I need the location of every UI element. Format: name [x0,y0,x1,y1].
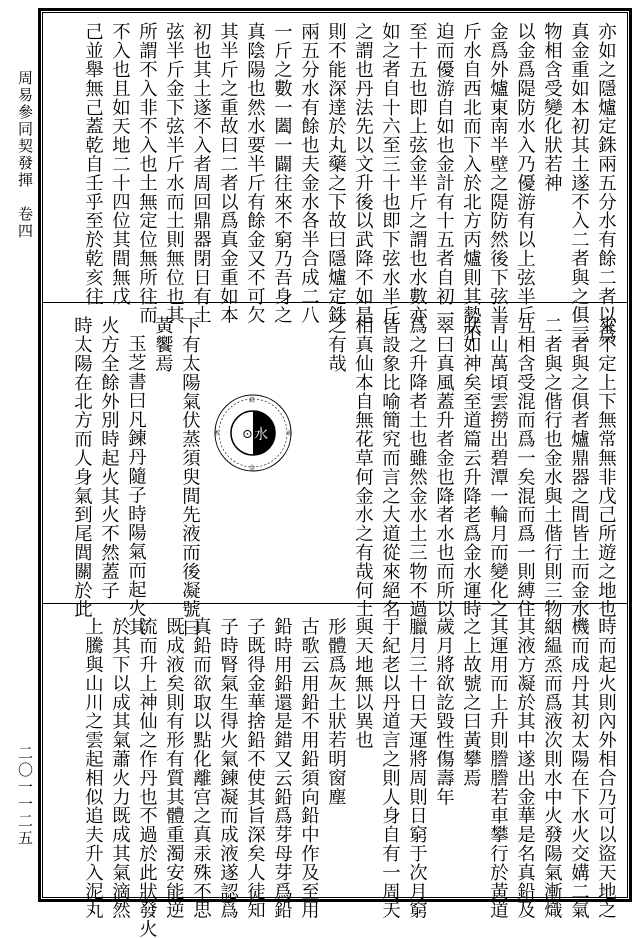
text-column: 迫而優游自如也金計有十五者自初一 [433,22,455,325]
text-column: 機而成丹其初太陽在下水火交媾二氣 [568,617,590,920]
text-column: 之上故號之曰黃攀焉 [460,617,482,788]
text-column: 子時腎氣生得火氣鍊凝而成液遂認爲 [217,617,239,920]
text-column: 時太陽在北方而人身氣到尾閭關於此 [71,316,93,619]
text-column: 至十五也即上弦金半斤之謂也水數亦 [406,22,428,325]
text-column: 其液方凝於其中遂出金華是名真鉛及 [514,617,536,920]
emblem-ring-label: 金 [249,465,256,472]
text-column: 如之者自十六至三十也即下弦水半斤 [379,22,401,325]
text-column: 形體爲灰土狀若明窗塵 [325,617,347,806]
text-column: 流而升上神仙之作丹也不過於此狀發火 [136,617,158,938]
text-column: 一斤之數一闔一闢往來不窮乃吾身之 [271,22,293,325]
text-column: 青山萬頃雲撈出碧潭一輪月而變化之 [487,316,509,619]
text-column: 二者與之俱者爐鼎器之間皆土而金水 [568,316,590,619]
text-column: 之謂也丹法先以文升後以武降不如是 [352,22,374,325]
emblem-left-glyph: ⊙ [242,427,253,442]
text-column: 兩五分水有餘也夫金水各半合成二八 [298,22,320,325]
text-column: 其半斤之重故曰二者以爲真金重如本 [217,22,239,325]
text-column: 玉芝書曰凡鍊丹隨子時陽氣而起火其 [125,334,147,637]
text-column: 時而起火則內外相合乃可以盜天地之 [595,617,617,920]
text-column: 初也其土遂不入者周回鼎器閉日有土 [190,22,212,325]
text-column: 既成液矣則有形有質其體重濁安能逆 [163,617,185,920]
text-column: 其運用而上升則謄謄若車攀行於黃道 [487,617,509,920]
text-column: 金爲外爐東南半壁之隄防然後下弦半 [487,22,509,325]
text-column: 則不能深達於丸藥之下故曰隱爐定銖 [325,22,347,325]
text-column: 下有太陽氣伏蒸須臾間先液而後凝號曰 [179,316,201,638]
text-column: 翠曰真風蓋升者金也降者水也而所以 [433,316,455,619]
text-column: 不入也且如天地二十四位其間無戊 [109,22,131,306]
text-column: 古歌云用鉛不用鉛須向鉛中作及至用 [298,617,320,920]
text-column: 火方全餘外別時起火其火不然蓋子 [98,316,120,600]
text-column: 二者與之偕行也金水與土偕行則三物 [541,316,563,619]
emblem-glyph: 水 [254,427,268,443]
margin-book-title: 周易參同契發揮 卷四 [16,70,34,240]
text-column: 亦如之隱爐定銖兩五分水有餘二者以爲 [595,22,617,344]
text-column: 己並舉無己蓋乾自壬乎至於乾亥往 [82,22,104,306]
text-column: 臘月三十日天運將周則日窮于次月窮 [406,617,428,920]
text-column: 互相含受混而爲一矣混而爲一則縛住 [514,316,536,619]
text-column: 上騰與山川之雲起相似追夫升入泥丸 [82,617,104,920]
text-column: 真金重如本初其土遂不入二者與之俱三 [568,22,590,344]
text-column: 來不定上下無常無非戊己所遊之地也 [595,316,617,619]
text-column: 鉛時用鉛還是錯又云鉛爲芽母芽爲鉛 [271,617,293,920]
text-column: 斤水自西北而下入於北方丙爐則其勢不 [460,22,482,344]
text-column: 子既得金華捨鉛不使其旨深矣人徒知 [244,617,266,920]
text-column: 真陰陽也然水要半斤有餘金又不可欠 [244,22,266,325]
text-column: 之有哉 [325,316,347,373]
text-column: 於其下以成其氣蕭火力既成其氣滴然 [109,617,131,920]
text-column: 狀如神矣至道篇云升降老爲金水運時 [460,316,482,619]
emblem-ring-label: 汞 [286,430,293,437]
text-column: 黃饗焉 [152,316,174,373]
text-column: 以金爲隄防水入乃優游有以上弦半斤 [514,22,536,325]
text-column: 真鉛而欲取以點化離宫之真汞殊不思 [190,617,212,920]
taiji-emblem-icon [213,393,293,473]
emblem-ring-label: 木 [214,430,221,437]
text-column: 于紀老以丹道言之則人身自有一周天 [379,617,401,920]
text-column: 絪緼烝而爲液次則水中火發陽氣漸熾 [541,617,563,920]
text-column: 與天地無以異也 [352,617,374,750]
text-column: 所謂不入非不入也土無定位無所往而 [136,22,158,325]
text-column: 相真仙本自無花草何金水之有哉何土 [352,316,374,619]
text-column: 爲之升降者土也雖然金水土三物不過 [406,316,428,619]
text-column: 物相含受變化狀若神 [541,22,563,193]
text-column: 皆設象比喻簡究而言之大道從來絕名 [379,316,401,619]
text-column: 歲月將欲訖毀性傷壽年 [433,617,455,806]
margin-page-number: 二〇一一二五 [16,745,34,847]
emblem-ring-label: 鉛 [249,397,256,404]
text-column: 弦半斤金下弦半斤水而土則無位也其 [163,22,185,325]
